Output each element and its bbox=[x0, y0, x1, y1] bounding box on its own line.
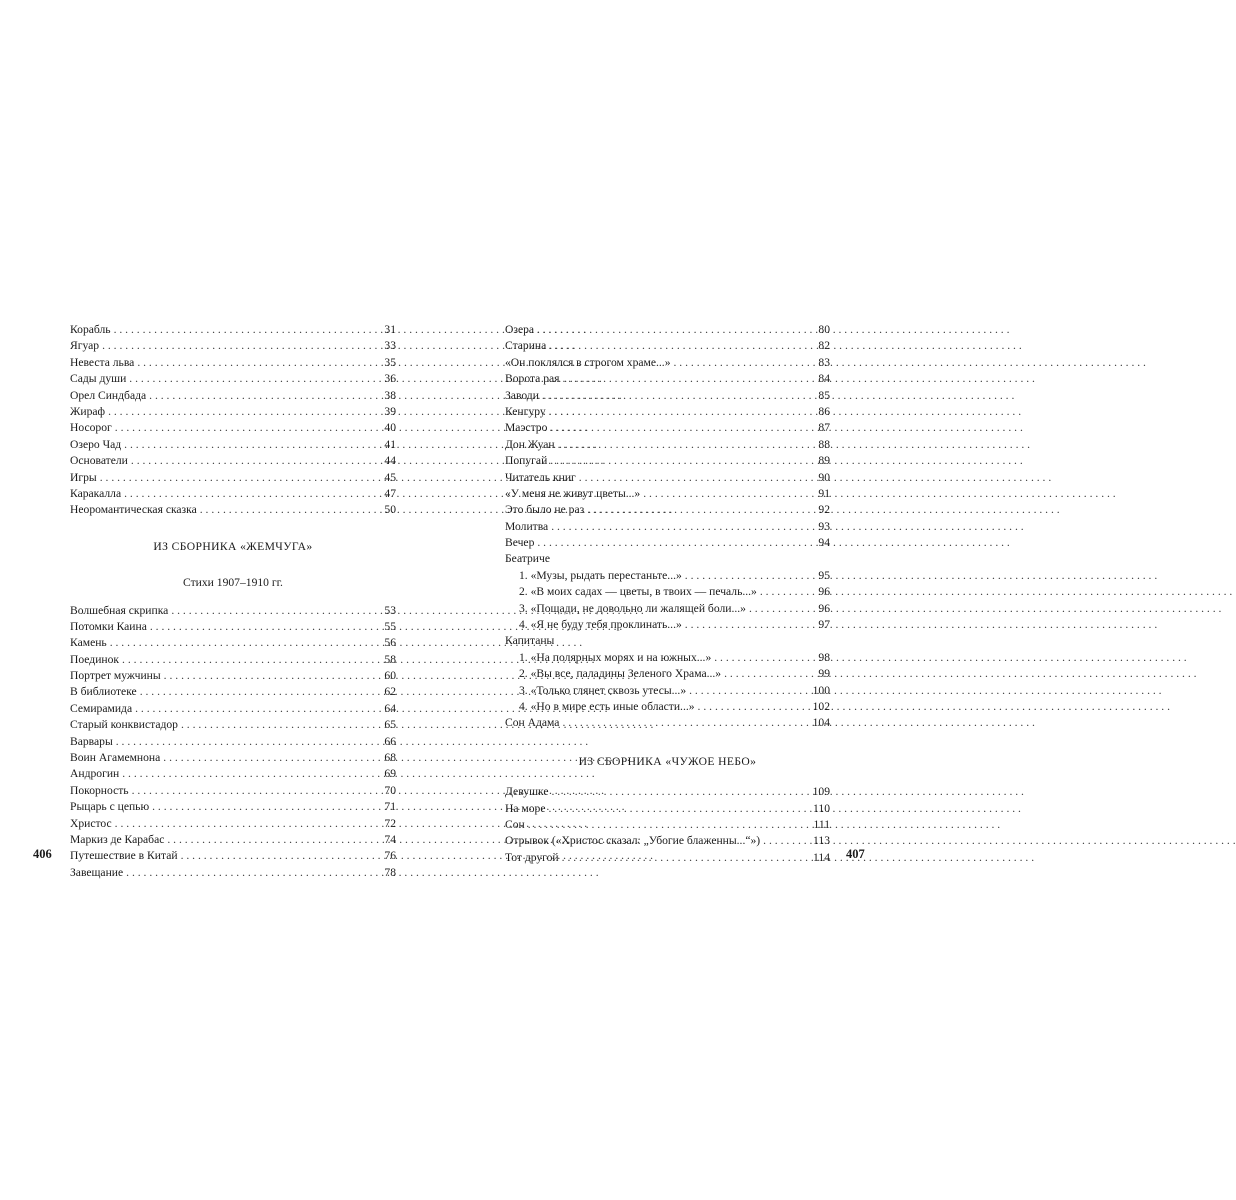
toc-entry-page-number: 98 bbox=[818, 650, 830, 664]
toc-entry-title: 4. «Но в мире есть иные области...» bbox=[519, 699, 695, 713]
toc-entry-title: Орел Синдбада bbox=[70, 388, 147, 402]
dot-leader bbox=[167, 832, 377, 848]
toc-entry-page-number: 113 bbox=[813, 834, 830, 848]
dot-leader bbox=[152, 799, 377, 815]
dot-leader bbox=[114, 322, 377, 338]
toc-entry-title: На море bbox=[505, 801, 546, 815]
toc-entry-page-number: 69 bbox=[384, 767, 396, 781]
toc-entry-title: Сады души bbox=[70, 372, 127, 386]
dot-leader bbox=[122, 766, 377, 782]
toc-entry bbox=[70, 816, 396, 832]
toc-entry bbox=[70, 437, 396, 453]
toc-entry-title: 1. «На полярных морях и на южных...» bbox=[519, 650, 712, 664]
dot-leader bbox=[135, 701, 377, 717]
toc-entry-page-number: 86 bbox=[818, 404, 830, 418]
page-number: 406 bbox=[33, 847, 52, 861]
toc-entry-title: Сон bbox=[505, 817, 525, 831]
toc-entry-page-number: 44 bbox=[384, 454, 396, 468]
dot-leader bbox=[163, 750, 377, 766]
toc-entry bbox=[505, 502, 830, 518]
dot-leader bbox=[537, 535, 811, 551]
toc-entry bbox=[505, 404, 830, 420]
toc-entry bbox=[70, 865, 396, 881]
toc-entry-title: Маэстро bbox=[505, 421, 548, 435]
toc-entry bbox=[70, 453, 396, 469]
toc-entry-page-number: 38 bbox=[384, 388, 396, 402]
toc-entry bbox=[505, 437, 830, 453]
dot-leader bbox=[587, 502, 811, 518]
toc-entry-page-number: 110 bbox=[813, 801, 830, 815]
toc-entry bbox=[505, 801, 830, 817]
toc-entry-page-number: 111 bbox=[813, 817, 830, 831]
toc-entry-page-number: 35 bbox=[384, 355, 396, 369]
toc-entry bbox=[70, 717, 396, 733]
toc-entry-title: Попугай bbox=[505, 454, 548, 468]
toc-entry bbox=[70, 388, 396, 404]
toc-entry bbox=[70, 470, 396, 486]
toc-group-label: Беатриче bbox=[505, 552, 550, 566]
toc-entry bbox=[505, 535, 830, 551]
toc-entry bbox=[70, 502, 396, 518]
dot-leader bbox=[115, 420, 377, 436]
toc-entry bbox=[70, 684, 396, 700]
toc-entry bbox=[505, 388, 830, 404]
toc-entry-title: Игры bbox=[70, 470, 97, 484]
toc-entry-page-number: 41 bbox=[384, 437, 396, 451]
dot-leader bbox=[563, 371, 812, 387]
toc-entry-page-number: 99 bbox=[818, 667, 830, 681]
dot-leader bbox=[100, 470, 377, 486]
dot-leader bbox=[643, 486, 811, 502]
toc-entry bbox=[70, 603, 396, 619]
toc-entry-page-number: 33 bbox=[384, 339, 396, 353]
dot-leader bbox=[537, 322, 811, 338]
toc-entry-title: Читатель книг bbox=[505, 470, 576, 484]
dot-leader bbox=[685, 617, 811, 633]
toc-entry-title: Заводи bbox=[505, 388, 539, 402]
toc-entry-page-number: 60 bbox=[384, 669, 396, 683]
toc-entry bbox=[505, 322, 830, 338]
toc-entry-page-number: 70 bbox=[384, 783, 396, 797]
toc-entry-title: Неоромантическая сказка bbox=[70, 503, 197, 517]
toc-entry-title: Озеро Чад bbox=[70, 437, 122, 451]
toc-entry bbox=[505, 519, 830, 535]
toc-sublist bbox=[505, 650, 830, 716]
toc-entry-title: Жираф bbox=[70, 404, 106, 418]
toc-entry-title: Варвары bbox=[70, 734, 113, 748]
dot-leader bbox=[528, 817, 811, 833]
toc-entry-title: Путешествие в Китай bbox=[70, 849, 178, 863]
dot-leader bbox=[116, 734, 377, 750]
dot-leader bbox=[124, 437, 377, 453]
toc-entry-page-number: 94 bbox=[818, 536, 830, 550]
toc-entry-page-number: 88 bbox=[818, 437, 830, 451]
dot-leader bbox=[126, 865, 377, 881]
toc-entry-page-number: 68 bbox=[384, 751, 396, 765]
toc-entry-page-number: 114 bbox=[813, 850, 830, 864]
toc-entry bbox=[505, 650, 830, 666]
toc-entry-page-number: 56 bbox=[384, 636, 396, 650]
toc-entry bbox=[505, 568, 830, 584]
toc-entry-title: «Он поклялся в строгом храме...» bbox=[505, 355, 671, 369]
dot-leader bbox=[171, 603, 377, 619]
toc-entry bbox=[70, 668, 396, 684]
toc-entry-title: Вечер bbox=[505, 536, 535, 550]
toc-entry-title: Андрогин bbox=[70, 767, 120, 781]
dot-leader bbox=[558, 437, 811, 453]
dot-leader bbox=[760, 584, 811, 600]
toc-entry-page-number: 95 bbox=[818, 568, 830, 582]
toc-entry-page-number: 92 bbox=[818, 503, 830, 517]
toc-entry-page-number: 71 bbox=[384, 800, 396, 814]
toc-entry-title: Каракалла bbox=[70, 486, 122, 500]
toc-sublist bbox=[505, 568, 830, 634]
dot-leader bbox=[149, 388, 377, 404]
dot-leader bbox=[562, 715, 809, 731]
toc-entry-page-number: 40 bbox=[384, 421, 396, 435]
toc-entry-page-number: 93 bbox=[818, 519, 830, 533]
toc-entry-title: Носорог bbox=[70, 421, 112, 435]
toc-entry-page-number: 102 bbox=[812, 699, 830, 713]
toc-entry bbox=[505, 666, 830, 682]
toc-entry-page-number: 55 bbox=[384, 619, 396, 633]
toc-entry bbox=[70, 848, 396, 864]
dot-leader bbox=[132, 783, 377, 799]
toc-entry-page-number: 45 bbox=[384, 470, 396, 484]
dot-leader bbox=[549, 338, 811, 354]
dot-leader bbox=[714, 650, 811, 666]
toc-entry bbox=[505, 355, 830, 371]
toc-list bbox=[505, 784, 830, 866]
toc-entry-title: 2. «В моих садах — цветы, в твоих — печаль...» bbox=[519, 585, 757, 599]
dot-leader bbox=[549, 801, 811, 817]
toc-entry bbox=[505, 784, 830, 800]
toc-entry-title: Это было не раз bbox=[505, 503, 585, 517]
toc-entry-page-number: 39 bbox=[384, 404, 396, 418]
toc-entry bbox=[70, 404, 396, 420]
toc-entry-page-number: 83 bbox=[818, 355, 830, 369]
left-page bbox=[70, 322, 396, 881]
toc-entry-page-number: 100 bbox=[812, 683, 830, 697]
dot-leader bbox=[129, 371, 377, 387]
dot-leader bbox=[110, 635, 377, 651]
toc-entry-page-number: 104 bbox=[812, 716, 830, 730]
dot-leader bbox=[200, 502, 377, 518]
toc-entry bbox=[70, 766, 396, 782]
toc-entry-page-number: 31 bbox=[384, 323, 396, 336]
toc-entry-page-number: 85 bbox=[818, 388, 830, 402]
toc-entry-page-number: 87 bbox=[818, 421, 830, 435]
toc-entry-page-number: 89 bbox=[818, 454, 830, 468]
toc-entry-title: Волшебная скрипка bbox=[70, 603, 169, 617]
toc-entry-title: Сон Адама bbox=[505, 716, 560, 730]
toc-entry-title: Девушке bbox=[505, 785, 549, 799]
toc-entry-title: Основатели bbox=[70, 454, 128, 468]
toc-entry-title: Отрывок («Христос сказал: „Убогие блаженны...“») bbox=[505, 834, 761, 848]
dot-leader bbox=[551, 519, 811, 535]
toc-entry-page-number: 72 bbox=[384, 816, 396, 830]
dot-leader bbox=[150, 619, 377, 635]
toc-entry-title: Покорность bbox=[70, 783, 129, 797]
toc-entry-page-number: 78 bbox=[384, 865, 396, 879]
dot-leader bbox=[164, 668, 377, 684]
toc-entry-page-number: 47 bbox=[384, 486, 396, 500]
toc-entry-page-number: 53 bbox=[384, 603, 396, 617]
toc-entry bbox=[505, 453, 830, 469]
dot-leader bbox=[124, 486, 377, 502]
toc-entry bbox=[505, 470, 830, 486]
dot-leader bbox=[549, 404, 811, 420]
toc-entry-title: Воин Агамемнона bbox=[70, 751, 161, 765]
toc-entry bbox=[505, 486, 830, 502]
right-page bbox=[505, 322, 830, 866]
toc-entry-title: Потомки Каина bbox=[70, 619, 147, 633]
section-heading: ИЗ СБОРНИКА «ЧУЖОЕ НЕБО» bbox=[578, 754, 757, 768]
section-subheading: Стихи 1907–1910 гг. bbox=[183, 576, 283, 590]
toc-entry-page-number: 96 bbox=[818, 585, 830, 599]
toc-entry bbox=[505, 683, 830, 699]
toc-entry-title: Камень bbox=[70, 636, 107, 650]
dot-leader bbox=[115, 816, 377, 832]
toc-entry-title: Рыцарь с цепью bbox=[70, 800, 150, 814]
toc-entry-title: «У меня не живут цветы...» bbox=[505, 486, 641, 500]
dot-leader bbox=[698, 699, 810, 715]
toc-entry bbox=[70, 486, 396, 502]
dot-leader bbox=[108, 404, 377, 420]
toc-entry bbox=[70, 783, 396, 799]
toc-entry bbox=[70, 734, 396, 750]
toc-entry-title: Ворота рая bbox=[505, 372, 560, 386]
toc-entry-title: 2. «Вы все, паладины Зеленого Храма...» bbox=[519, 667, 722, 681]
toc-entry-title: Озера bbox=[505, 323, 535, 336]
toc-entry bbox=[505, 371, 830, 387]
dot-leader bbox=[550, 453, 811, 469]
toc-entry-page-number: 66 bbox=[384, 734, 396, 748]
section-heading: ИЗ СБОРНИКА «ЖЕМЧУГА» bbox=[153, 539, 313, 553]
toc-entry-title: Корабль bbox=[70, 323, 111, 336]
toc-list bbox=[70, 603, 396, 882]
toc-list bbox=[505, 322, 830, 551]
dot-leader bbox=[552, 784, 810, 800]
toc-entry-page-number: 96 bbox=[818, 601, 830, 615]
toc-list bbox=[505, 715, 830, 731]
toc-entry bbox=[505, 715, 830, 731]
toc-entry-page-number: 65 bbox=[384, 718, 396, 732]
page-number: 407 bbox=[846, 847, 865, 861]
toc-entry-page-number: 64 bbox=[384, 701, 396, 715]
toc-entry-title: Тот другой bbox=[505, 850, 559, 864]
toc-entry-page-number: 76 bbox=[384, 849, 396, 863]
toc-entry bbox=[505, 850, 830, 866]
toc-entry bbox=[505, 817, 830, 833]
toc-entry-page-number: 36 bbox=[384, 372, 396, 386]
toc-entry-title: Старина bbox=[505, 339, 547, 353]
toc-entry-title: Семирамида bbox=[70, 701, 133, 715]
toc-entry-title: Старый конквистадор bbox=[70, 718, 178, 732]
dot-leader bbox=[674, 355, 812, 371]
toc-entry-title: Маркиз де Карабас bbox=[70, 832, 165, 846]
toc-entry-page-number: 90 bbox=[818, 470, 830, 484]
toc-entry bbox=[505, 617, 830, 633]
toc-entry-title: Портрет мужчины bbox=[70, 669, 161, 683]
toc-entry-page-number: 84 bbox=[818, 372, 830, 386]
toc-entry-title: 3. «Пощади, не довольно ли жалящей боли...» bbox=[519, 601, 746, 615]
toc-entry-title: Поединок bbox=[70, 652, 120, 666]
toc-entry bbox=[70, 799, 396, 815]
dot-leader bbox=[140, 684, 377, 700]
toc-entry bbox=[505, 833, 830, 849]
toc-entry bbox=[70, 652, 396, 668]
toc-entry bbox=[70, 701, 396, 717]
dot-leader bbox=[749, 601, 811, 617]
toc-entry bbox=[70, 832, 396, 848]
dot-leader bbox=[689, 683, 809, 699]
dot-leader bbox=[181, 717, 377, 733]
toc-entry-title: Дон Жуан bbox=[505, 437, 555, 451]
toc-entry-page-number: 82 bbox=[818, 339, 830, 353]
toc-entry-page-number: 80 bbox=[818, 323, 830, 336]
toc-entry bbox=[70, 619, 396, 635]
toc-entry bbox=[505, 584, 830, 600]
toc-entry-title: 3. «Только глянет сквозь утесы...» bbox=[519, 683, 687, 697]
dot-leader bbox=[724, 666, 811, 682]
toc-entry-title: Ягуар bbox=[70, 339, 100, 353]
toc-entry bbox=[505, 601, 830, 617]
dot-leader bbox=[562, 850, 810, 866]
toc-entry-title: Молитва bbox=[505, 519, 549, 533]
toc-entry-title: В библиотеке bbox=[70, 685, 137, 699]
toc-entry bbox=[505, 338, 830, 354]
toc-entry bbox=[505, 699, 830, 715]
toc-entry-title: Завещание bbox=[70, 865, 124, 879]
toc-entry-title: 4. «Я не буду тебя проклинать...» bbox=[519, 618, 682, 632]
toc-entry-title: Христос bbox=[70, 816, 112, 830]
dot-leader bbox=[131, 453, 377, 469]
dot-leader bbox=[579, 470, 811, 486]
toc-entry bbox=[70, 750, 396, 766]
dot-leader bbox=[763, 833, 810, 849]
toc-entry-page-number: 50 bbox=[384, 503, 396, 517]
toc-entry-page-number: 58 bbox=[384, 652, 396, 666]
dot-leader bbox=[550, 420, 811, 436]
dot-leader bbox=[102, 338, 377, 354]
toc-entry bbox=[505, 420, 830, 436]
toc-entry-page-number: 74 bbox=[384, 832, 396, 846]
toc-entry-title: Невеста льва bbox=[70, 355, 135, 369]
toc-entry bbox=[70, 322, 396, 338]
toc-entry-page-number: 91 bbox=[818, 486, 830, 500]
toc-entry-page-number: 62 bbox=[384, 685, 396, 699]
toc-entry bbox=[70, 420, 396, 436]
dot-leader bbox=[181, 848, 377, 864]
toc-entry-page-number: 109 bbox=[812, 785, 830, 799]
toc-entry-title: Кенгуру bbox=[505, 404, 546, 418]
dot-leader bbox=[685, 568, 811, 584]
toc-entry-title: 1. «Музы, рыдать перестаньте...» bbox=[519, 568, 682, 582]
dot-leader bbox=[122, 652, 377, 668]
toc-entry bbox=[70, 635, 396, 651]
toc-entry bbox=[70, 338, 396, 354]
dot-leader bbox=[137, 355, 377, 371]
toc-entry bbox=[70, 355, 396, 371]
toc-entry-page-number: 97 bbox=[818, 618, 830, 632]
toc-list bbox=[70, 322, 396, 519]
toc-entry bbox=[70, 371, 396, 387]
dot-leader bbox=[542, 388, 811, 404]
toc-group-label: Капитаны bbox=[505, 634, 555, 648]
